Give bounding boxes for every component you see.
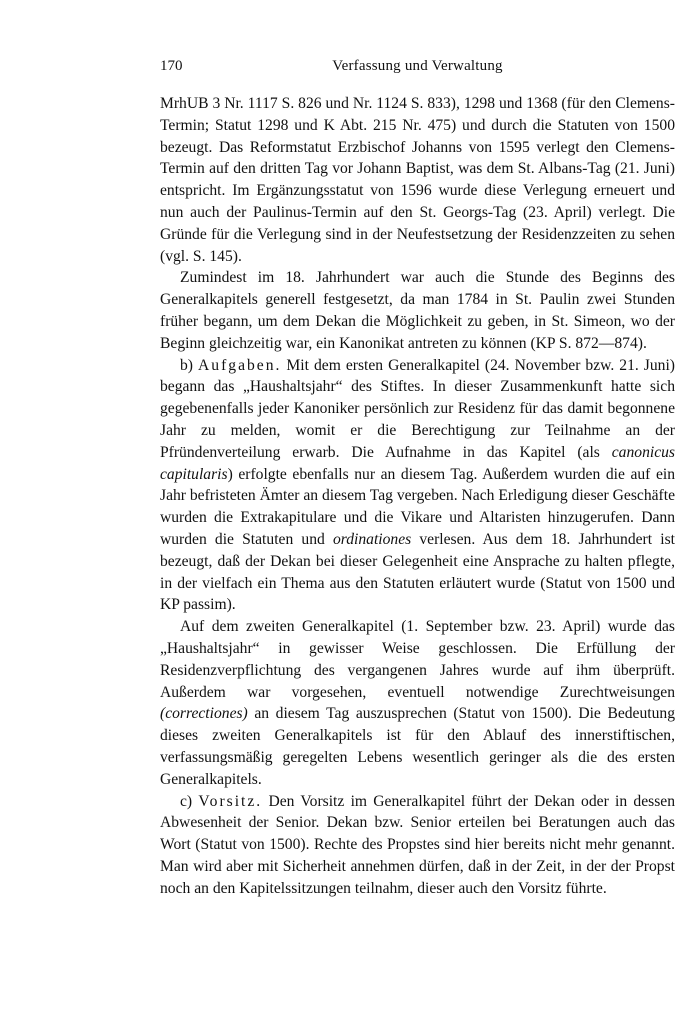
- section-marker: b): [180, 356, 199, 374]
- text-run: ) erfolgte ebenfalls nur an diesem Tag. Außerdem wurden die auf ein Jahr befristeten Ämter an diesem Tag vergeben. Nach Erledigung dieser Geschäfte wurden die Extrakapitulare und die Vikare und Altaristen hinzugerufen. Dann wurden die Statuten und: [160, 465, 675, 548]
- section-heading: Vorsitz.: [198, 792, 263, 810]
- section-c-vorsitz: [160, 791, 675, 900]
- paragraph-2: [160, 267, 675, 354]
- body-text: [160, 93, 675, 899]
- paragraph-1: [160, 93, 675, 267]
- text-run: MrhUB 3 Nr. 1117 S. 826 und Nr. 1124 S. 833), 1298 und 1368 (für den Clemens-Termin; Statut 1298 und K Abt. 215 Nr. 475) und durch die Statuten von 1500 bezeugt. Das Reformstatut Erzbischof Johanns von 1595 verlegt den Clemens-Termin auf den dritten Tag vor Johann Baptist, was dem St. Albans-Tag (21. Juni) entspricht. Im Ergänzungsstatut von 1596 wurde diese Verlegung erneuert und nun auch der Paulinus-Termin auf den St. Georgs-Tag (23. April) verlegt. Die Gründe für die Verlegung sind in der Neufestsetzung der Residenzzeiten zu sehen (vgl. S. 145).: [160, 95, 675, 265]
- paragraph-4: [160, 616, 675, 790]
- page-number: 170: [160, 58, 183, 74]
- text-run: Zumindest im 18. Jahrhundert war auch die Stunde des Beginns des Generalkapitels generell festgesetzt, da man 1784 in St. Paulin zwei Stunden früher begann, um dem Dekan die Möglichkeit zu geben, in St. Simeon, wo der Beginn gleichzeitig war, ein Kanonikat antreten zu können (KP S. 872—874).: [160, 269, 675, 352]
- text-run: verlesen. Aus dem 18. Jahrhundert ist bezeugt, daß der Dekan bei dieser Gelegenheit eine Ansprache zu halten pflegte, in der vielfach ein Thema aus den Statuten erläutert wurde (Statut von 1500 und KP passim).: [160, 530, 675, 614]
- text-run: an diesem Tag auszusprechen (Statut von 1500). Die Bedeutung dieses zweiten Generalkapitels ist für den Ablauf des innerstiftischen, verfassungsmäßig geregelten Lebens wesentlich geringer als die des ersten Generalkapitels.: [160, 705, 675, 788]
- text-run: Mit dem ersten Generalkapitel (24. November bzw. 21. Juni) begann das „Haushaltsjahr“ des Stiftes. In dieser Zusammenkunft hatte sich gegebenenfalls jeder Kanoniker persönlich zur Residenz für das damit begonnene Jahr zu melden, womit er die Berechtigung zur Teilnahme an der Pfründenverteilung erwarb. Die Aufnahme in das Kapitel (als: [160, 356, 675, 461]
- latin-term: (correctiones): [160, 705, 248, 723]
- latin-term: canonicus capitularis: [160, 443, 675, 483]
- text-run: Auf dem zweiten Generalkapitel (1. September bzw. 23. April) wurde das „Haushaltsjahr“ in gewisser Weise geschlossen. Die Erfüllung der Residenzverpflichtung des vergangenen Jahres wurde auf ihm überprüft. Außerdem war vorgesehen, eventuell notwendige Zurechtweisungen: [160, 618, 675, 701]
- page-header: [160, 58, 675, 78]
- running-title: Verfassung und Verwaltung: [332, 58, 503, 74]
- text-run: Den Vorsitz im Generalkapitel führt der Dekan oder in dessen Abwesenheit der Senior. Dekan bzw. Senior erteilen bei Beratungen auch das Wort (Statut von 1500). Rechte des Propstes sind hier bereits nicht mehr genannt. Man wird aber mit Sicherheit annehmen dürfen, daß in der Zeit, in der der Propst noch an den Kapitelssitzungen teilnahm, dieser auch den Vorsitz führte.: [160, 792, 676, 897]
- section-heading: Aufgaben.: [198, 356, 282, 374]
- latin-term: ordinationes: [332, 530, 412, 548]
- section-b-aufgaben: [160, 355, 675, 617]
- section-marker: c): [180, 792, 199, 810]
